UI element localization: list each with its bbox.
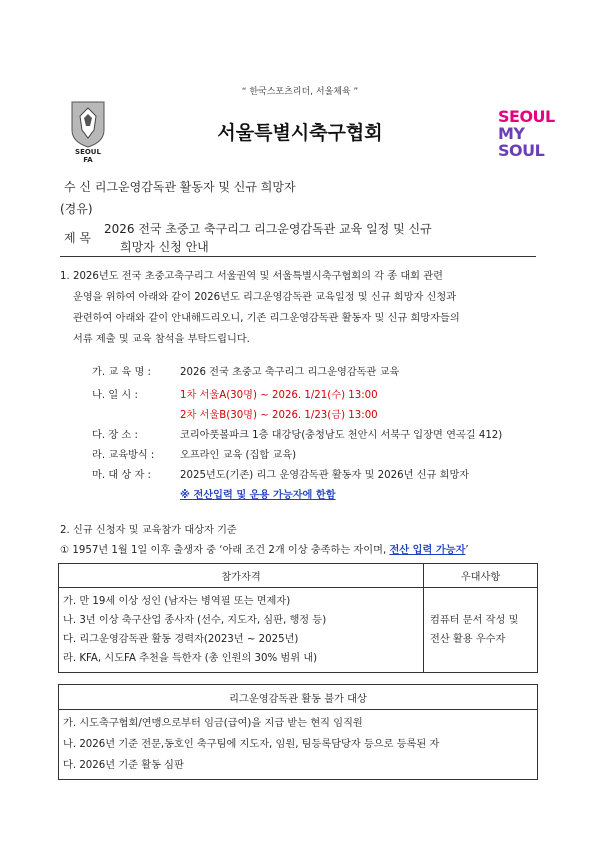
table-row: 라. KFA, 시도FA 추천을 득한자 (총 인원의 30% 범위 내) — [63, 653, 318, 664]
recipient-value: 리그운영감독관 활동자 및 신규 희망자 — [94, 180, 296, 194]
criterion-text: ① 1957년 1월 1일 이후 출생자 중 ‘아래 조건 2개 이상 충족하는 자이며, — [60, 545, 390, 556]
item-date-value-1: 1차 서울A(30명) ~ 2026. 1/21(수) 13:00 — [180, 390, 378, 401]
organization-name: 서울특별시축구협회 — [217, 122, 383, 144]
item-target-value: 2025년도(기존) 리그 운영감독관 활동자 및 2026년 신규 희망자 — [180, 470, 470, 481]
recipient-label: 수 신 — [64, 180, 91, 194]
table-row: 나. 2026년 기준 전문,동호인 축구팀에 지도자, 임원, 팀등록담당자 등으로 등록된 자 — [63, 739, 440, 750]
table-row: 나. 3년 이상 축구산업 종사자 (선수, 지도자, 심판, 행정 등) — [63, 615, 327, 626]
qualification-table — [58, 563, 538, 673]
ineligible-header: 리그운영감독관 활동 불가 대상 — [59, 685, 538, 710]
criterion-line — [60, 541, 469, 556]
qualification-list — [59, 588, 424, 673]
item-date-label: 나. 일 시 : — [92, 390, 138, 401]
preference-header: 우대사항 — [424, 564, 538, 588]
table-row: 가. 시도축구협회/연맹으로부터 임금(급여)을 지급 받는 현직 임직원 — [63, 718, 363, 729]
item-date-value-2: 2차 서울B(30명) ~ 2026. 1/23(금) 13:00 — [180, 410, 378, 421]
preference-cell — [424, 588, 538, 673]
subject-line-1: 2026 전국 초중고 축구리그 리그운영감독관 교육 일정 및 신규 — [104, 222, 432, 236]
ineligible-list — [59, 710, 538, 780]
recipient-row — [64, 178, 296, 195]
table-row: 다. 2026년 기준 활동 심판 — [63, 760, 184, 771]
para1-line: 1. 2026년도 전국 초중고축구리그 서울권역 및 서울특별시축구협회의 각 종 대회 관련 — [60, 271, 443, 282]
item-course-label: 가. 교 육 명 : — [92, 367, 151, 378]
item-place-value: 코리아풋볼파크 1층 대강당(충청남도 천안시 서북구 입장면 연곡길 412) — [180, 430, 503, 441]
section-2-title: 2. 신규 신청자 및 교육참가 대상자 기준 — [60, 525, 237, 536]
ineligible-table — [58, 684, 538, 780]
criterion-highlight: 전산 입력 가능자 — [389, 545, 466, 556]
para1-line: 서류 제출 및 교육 참석을 부탁드립니다. — [73, 334, 250, 345]
table-row: 다. 리그운영감독관 활동 경력자(2023년 ~ 2025년) — [63, 634, 299, 645]
item-course-value: 2026 전국 초중고 축구리그 리그운영감독관 교육 — [180, 367, 400, 378]
seoul-my-soul-logo: SEOUL MY SOUL — [498, 107, 555, 160]
qualification-header: 참가자격 — [59, 564, 424, 588]
subject-line-2: 희망자 신청 안내 — [120, 240, 209, 254]
preference-line: 전산 활용 우수자 — [430, 634, 506, 645]
subject-label: 제 목 — [64, 231, 91, 245]
item-place-label: 다. 장 소 : — [92, 430, 138, 441]
item-method-value: 오프라인 교육 (집합 교육) — [180, 450, 297, 461]
para1-line: 운영을 위하여 아래와 같이 2026년도 리그운영감독관 교육일정 및 신규 희망자 신청과 — [73, 292, 457, 303]
via-label: (경유) — [60, 202, 93, 216]
header-divider — [60, 256, 536, 257]
preference-line: 컴퓨터 문서 작성 및 — [430, 615, 519, 626]
seoul-fa-logo-caption: SEOUL FA — [75, 148, 101, 164]
para1-line: 관련하여 아래와 같이 안내해드리오니, 기존 리그운영감독관 활동자 및 신규 희망자들의 — [73, 313, 460, 324]
criterion-suffix: ’ — [465, 545, 469, 556]
paragraph-1 — [60, 266, 540, 350]
item-method-label: 라. 교육방식 : — [92, 450, 155, 461]
table-row: 가. 만 19세 이상 성인 (남자는 병역필 또는 면제자) — [63, 596, 291, 607]
item-target-label: 마. 대 상 자 : — [92, 470, 151, 481]
motto: “ 한국스포츠리더, 서울체육 ” — [241, 87, 359, 97]
item-target-note: ※ 전산입력 및 운용 가능자에 한함 — [180, 490, 336, 501]
